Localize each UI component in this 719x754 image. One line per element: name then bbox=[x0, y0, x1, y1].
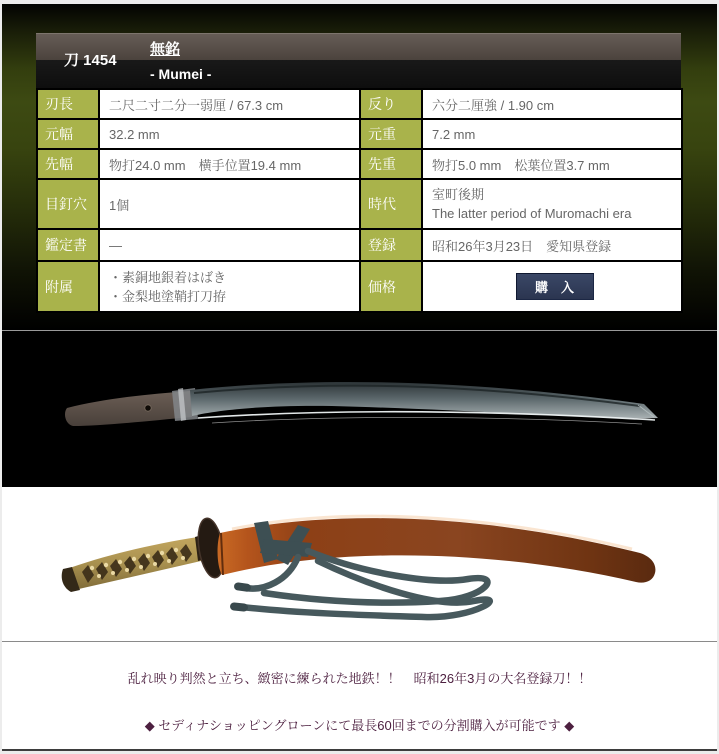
spec-value-certificate: ― bbox=[99, 229, 360, 261]
content bbox=[2, 4, 717, 751]
mekugi-ana-hole bbox=[145, 405, 151, 411]
spec-value-moto-width: 32.2 mm bbox=[99, 119, 360, 149]
blade-photo bbox=[2, 330, 717, 487]
header-bar-upper bbox=[36, 33, 681, 60]
spec-value-era bbox=[422, 179, 682, 229]
spec-label-certificate: 鑑定書 bbox=[37, 229, 99, 261]
accessory-habaki: ・素銅地銀着はばき bbox=[109, 269, 227, 285]
spec-value-accessories bbox=[99, 261, 360, 312]
spec-value-mekugi-ana: 1個 bbox=[99, 179, 360, 229]
buy-button[interactable]: 購 入 bbox=[516, 273, 594, 300]
sword-title-romaji: - Mumei - bbox=[150, 66, 212, 82]
spec-label-moto-thickness: 元重 bbox=[360, 119, 422, 149]
koshirae-photo-svg bbox=[2, 487, 717, 641]
spec-label-accessories: 附属 bbox=[37, 261, 99, 312]
koshirae-photo bbox=[2, 487, 717, 641]
sword-title: 無銘 bbox=[150, 41, 181, 58]
spec-label-mekugi-ana: 目釘穴 bbox=[37, 179, 99, 229]
ha-reflection bbox=[212, 417, 642, 424]
spec-label-saki-width: 先幅 bbox=[37, 149, 99, 179]
header-bar bbox=[36, 33, 681, 89]
top-section bbox=[2, 4, 717, 330]
spec-label-blade-length: 刃長 bbox=[37, 89, 99, 119]
spec-label-era: 時代 bbox=[360, 179, 422, 229]
accessory-koshirae: ・金梨地塗鞘打刀拵 bbox=[109, 288, 227, 304]
spec-label-price: 価格 bbox=[360, 261, 422, 312]
header-bar-lower bbox=[36, 60, 681, 88]
spec-value-blade-length: 二尺二寸二分一弱厘 / 67.3 cm bbox=[99, 89, 360, 119]
blade-photo-svg bbox=[2, 331, 717, 487]
caption-section bbox=[2, 641, 717, 751]
price-cell bbox=[422, 261, 682, 312]
spec-value-registration: 昭和26年3月23日 愛知県登録 bbox=[422, 229, 682, 261]
era-english: The latter period of Muromachi era bbox=[432, 206, 632, 221]
era-japanese: 室町後期 bbox=[432, 187, 485, 202]
spec-label-registration: 登録 bbox=[360, 229, 422, 261]
spec-value-saki-width: 物打24.0 mm 横手位置19.4 mm bbox=[99, 149, 360, 179]
spec-label-saki-thickness: 先重 bbox=[360, 149, 422, 179]
spec-label-moto-width: 元幅 bbox=[37, 119, 99, 149]
spec-value-saki-thickness: 物打5.0 mm 松葉位置3.7 mm bbox=[422, 149, 682, 179]
spec-value-moto-thickness: 7.2 mm bbox=[422, 119, 682, 149]
item-id: 刀 1454 bbox=[64, 52, 117, 69]
caption-line-2: ◆ セディナショッピングローンにて最長60回までの分割購入が可能です ◆ bbox=[144, 718, 575, 733]
spec-value-curvature: 六分二厘強 / 1.90 cm bbox=[422, 89, 682, 119]
spec-label-curvature: 反り bbox=[360, 89, 422, 119]
spec-table bbox=[36, 88, 683, 313]
caption-line-1: 乱れ映り判然と立ち、緻密に練られた地鉄！！ 昭和26年3月の大名登録刀！！ bbox=[127, 671, 592, 686]
